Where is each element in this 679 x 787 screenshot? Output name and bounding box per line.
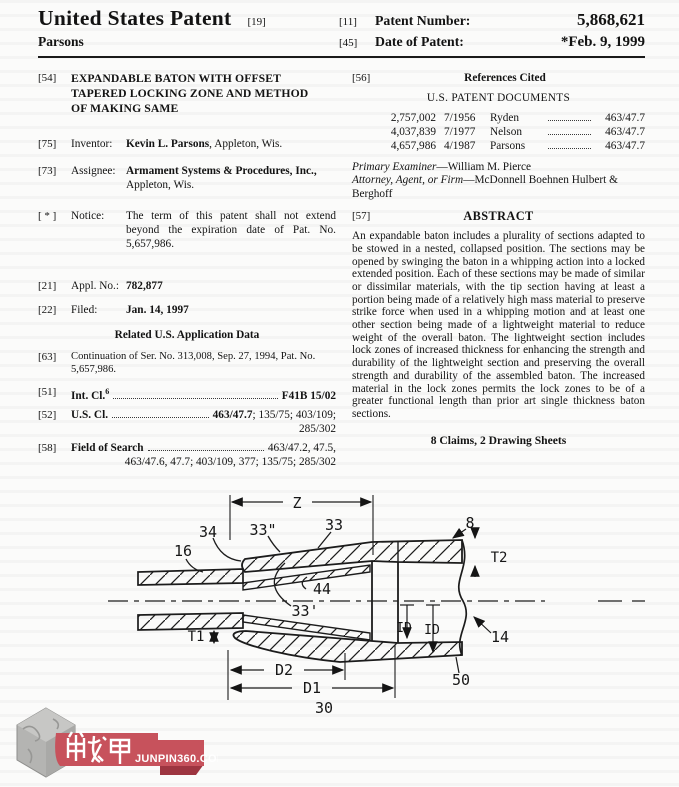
date-value: *Feb. 9, 1999: [560, 34, 645, 50]
header-rule: [38, 56, 645, 58]
us-cl-value-line2: 285/302: [298, 422, 336, 435]
int-cl-line: [71, 385, 336, 403]
patent-header: [38, 6, 645, 58]
assignee-label: Assignee:: [71, 165, 116, 177]
field-tag: [52]: [38, 408, 57, 421]
figure-label-44: 44: [312, 580, 332, 598]
dot-leader: [548, 139, 591, 149]
search-value-line1: 463/47.2, 47.5,: [267, 441, 336, 454]
field-75-inventor: [38, 137, 336, 151]
field-notice: [38, 209, 336, 251]
junpin360-watermark: [8, 704, 218, 782]
figure-label-t1: T1: [187, 629, 205, 645]
figure-label-30: 30: [314, 699, 334, 717]
patent-figure: [0, 485, 679, 731]
ref-class: 463/47.7: [605, 126, 645, 139]
assignee-name: Armament Systems & Procedures, Inc.,: [126, 165, 317, 177]
figure-label-t2: T2: [490, 550, 508, 566]
ref-class: 463/47.7: [605, 140, 645, 153]
patent-number-value: 5,868,621: [577, 10, 645, 29]
field-tag: [54]: [38, 72, 57, 84]
leader-8-arrow: [453, 529, 466, 538]
int-cl-label: Int. Cl.$^6$: [71, 387, 110, 402]
filed-value: Jan. 14, 1997: [126, 304, 189, 316]
figure-label-d2: D2: [274, 661, 294, 679]
right-column: [352, 71, 645, 469]
dot-leader: [548, 111, 591, 121]
us-cl-block: [71, 408, 336, 436]
examiner-block: [352, 161, 645, 202]
primary-examiner-line: Primary Examiner—William M. Pierce: [352, 160, 532, 173]
field-58-search: [38, 441, 336, 469]
field-52-us-cl: [38, 408, 336, 436]
inner-tube-bottom-wall: [138, 613, 243, 630]
dot-leader: [548, 125, 591, 135]
inventor-value: [126, 137, 336, 151]
abstract-heading-row: [352, 209, 645, 223]
figure-label-d1: D1: [302, 679, 322, 697]
field-54-title: [38, 71, 336, 116]
appl-no-label: Appl. No.:: [71, 280, 120, 292]
notice-label: Notice:: [71, 210, 105, 222]
related-data-heading: Related U.S. Application Data: [114, 329, 260, 341]
notice-text: The term of this patent shall not extend beyond the expiration date of Pat. No. 5,657,986.: [126, 210, 336, 250]
ref-number: 2,757,002: [390, 112, 436, 124]
figure-label-14: 14: [490, 628, 510, 646]
us-cl-value: 463/47.7; 135/75; 403/109;: [212, 408, 336, 421]
field-tag: [63]: [38, 351, 57, 363]
date-tag: [45]: [339, 37, 358, 49]
field-tag: [ * ]: [38, 210, 57, 222]
ref-name: Parsons: [490, 140, 526, 153]
assignee-location: Appleton, Wis.: [126, 179, 195, 191]
inner-tube-top-wall: [138, 569, 243, 585]
figure-label-z: Z: [292, 494, 302, 512]
figure-label-34: 34: [198, 523, 218, 541]
assignee-value: [126, 164, 336, 192]
references-heading: References Cited: [464, 72, 546, 84]
figure-label-16: 16: [173, 542, 193, 560]
figure-label-id-b: ID: [424, 623, 440, 638]
figure-label-33: 33: [324, 516, 344, 534]
field-tag: [56]: [352, 72, 371, 84]
field-tag: [75]: [38, 138, 57, 150]
us-patent-documents-heading: U.S. PATENT DOCUMENTS: [426, 92, 571, 104]
inventor-name: Kevin L. Parsons: [126, 138, 210, 150]
field-63-continuation: [38, 351, 336, 376]
reference-row: [372, 125, 645, 139]
abstract-text: An expandable baton includes a plurality of sections adapted to be stowed in a nested, collapsed position. The sections may be opened by swinging the baton in a whipping action into a locked extended position. Each of these sections may be made of similar or dissimilar materials, with the tip section having at least a portion being made of a relatively high mass material to preserve strike force when used in a whipping motion and at least one other section being made of a lightweight material to reduce weight of the overall baton. The lightweight section includes lock zones of increased thickness for enhancing the strength and durability of the lightweight section and preserving the overall strength and durability of the assembled baton. The increased material in the lock zones permits the lock zones to be of a greater functional length than prior art single thickness baton sections.: [352, 230, 645, 420]
patent-number-tag: [11]: [339, 16, 357, 28]
attorney-line: Attorney, Agent, or Firm—McDonnell Boehnen Hulbert & Berghoff: [352, 174, 618, 200]
leader-34: [213, 538, 241, 561]
field-tag: [51]: [38, 386, 57, 398]
figure-label-33q: 33": [249, 521, 277, 539]
field-56-references: [352, 71, 645, 85]
reference-row: [372, 139, 645, 153]
claims-summary: 8 Claims, 2 Drawing Sheets: [430, 433, 567, 447]
filed-label: Filed:: [71, 304, 98, 316]
figure-label-id-a: ID: [396, 621, 412, 636]
dot-leader: [148, 441, 264, 451]
inventor-location: , Appleton, Wis.: [209, 138, 283, 150]
appl-no-value: 782,877: [126, 280, 163, 292]
field-tag: [21]: [38, 280, 57, 292]
int-cl-value: F41B 15/02: [281, 389, 336, 402]
baton-cross-section-drawing: [0, 485, 679, 731]
kind-code: [19]: [247, 16, 266, 28]
inventor-label: Inventor:: [71, 138, 113, 150]
brand-site-text: JUNPIN360.COM: [135, 753, 218, 765]
figure-label-8: 8: [465, 514, 475, 532]
figure-label-33p: 33': [291, 602, 319, 620]
document-title: United States Patent: [38, 6, 232, 30]
field-tag: [57]: [352, 210, 371, 223]
ref-date: 4/1987: [444, 140, 476, 153]
invention-title: EXPANDABLE BATON WITH OFFSET TAPERED LOCKING ZONE AND METHOD OF MAKING SAME: [71, 72, 309, 115]
ref-number: 4,657,986: [390, 140, 436, 153]
search-block: [71, 441, 336, 469]
leader-33: [318, 532, 331, 548]
ref-name: Ryden: [490, 112, 520, 124]
continuation-text: Continuation of Ser. No. 313,008, Sep. 27, 1994, Pat. No. 5,657,986.: [71, 351, 316, 375]
date-label: Date of Patent:: [375, 34, 464, 49]
search-value-line2: 463/47.6, 47.7; 403/109, 377; 135/75; 285/302: [124, 455, 336, 468]
ref-class: 463/47.7: [605, 112, 645, 124]
us-cl-label: U.S. Cl.: [71, 408, 109, 421]
abstract-heading: ABSTRACT: [463, 209, 534, 224]
ref-name: Nelson: [490, 126, 523, 139]
inventor-surname: Parsons: [38, 34, 84, 49]
int-cl-sup: 6: [105, 387, 110, 396]
field-tag: [73]: [38, 165, 57, 177]
leader-14-arrow: [474, 617, 491, 633]
references-table: [352, 111, 645, 154]
field-22-filed: [38, 303, 336, 317]
field-tag: [22]: [38, 304, 57, 316]
figure-label-50: 50: [451, 671, 471, 689]
ref-number: 4,037,839: [390, 126, 436, 139]
search-label: Field of Search: [71, 441, 144, 454]
patent-number-label: Patent Number:: [375, 13, 471, 28]
reference-row: [372, 111, 645, 125]
field-21-appl-no: [38, 279, 336, 293]
field-51-int-cl: [38, 385, 336, 403]
brand-banner: [55, 732, 218, 775]
ref-date: 7/1977: [444, 126, 476, 139]
field-73-assignee: [38, 164, 336, 192]
dot-leader: [113, 389, 277, 399]
left-column: [38, 71, 336, 469]
field-tag: [58]: [38, 441, 57, 454]
ref-date: 7/1956: [444, 112, 476, 124]
dot-leader: [112, 408, 209, 418]
